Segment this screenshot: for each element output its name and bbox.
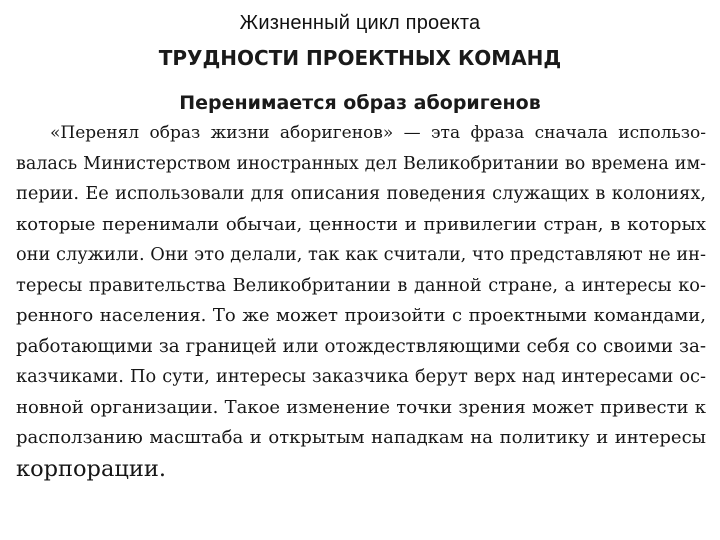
text-line: которые перенимали обычаи, ценности и привилегии стран, в которых bbox=[16, 213, 706, 235]
page-title: Жизненный цикл проекта bbox=[239, 12, 481, 34]
text-line: валась Министерством иностранных дел Великобритании во времена им- bbox=[16, 153, 706, 174]
text-line: ренного населения. То же может произойти с проектными командами, bbox=[16, 305, 706, 326]
text-line: казчиками. По сути, интересы заказчика берут верх над интересами ос- bbox=[16, 367, 706, 387]
text-line: перии. Ее использовали для описания поведения служащих в колониях, bbox=[16, 184, 706, 204]
section-subheading: Перенимается образ аборигенов bbox=[179, 92, 541, 114]
text-line: расползанию масштаба и открытым нападкам на политику и интересы bbox=[16, 427, 706, 448]
text-line: они служили. Они это делали, так как считали, что представляют не ин- bbox=[16, 245, 706, 265]
text-line: тересы правительства Великобритании в данной стране, а интересы ко- bbox=[16, 275, 706, 296]
text-line: новной организации. Такое изменение точки зрения может привести к bbox=[16, 396, 706, 418]
body-text bbox=[16, 118, 706, 484]
text-line: работающими за границей или отождествляющими себя со своими за- bbox=[16, 335, 706, 357]
text-line: «Перенял образ жизни аборигенов» — эта фраза сначала использо- bbox=[50, 123, 706, 143]
text-line: корпорации. bbox=[16, 455, 166, 482]
section-heading: ТРУДНОСТИ ПРОЕКТНЫХ КОМАНД bbox=[158, 46, 562, 70]
